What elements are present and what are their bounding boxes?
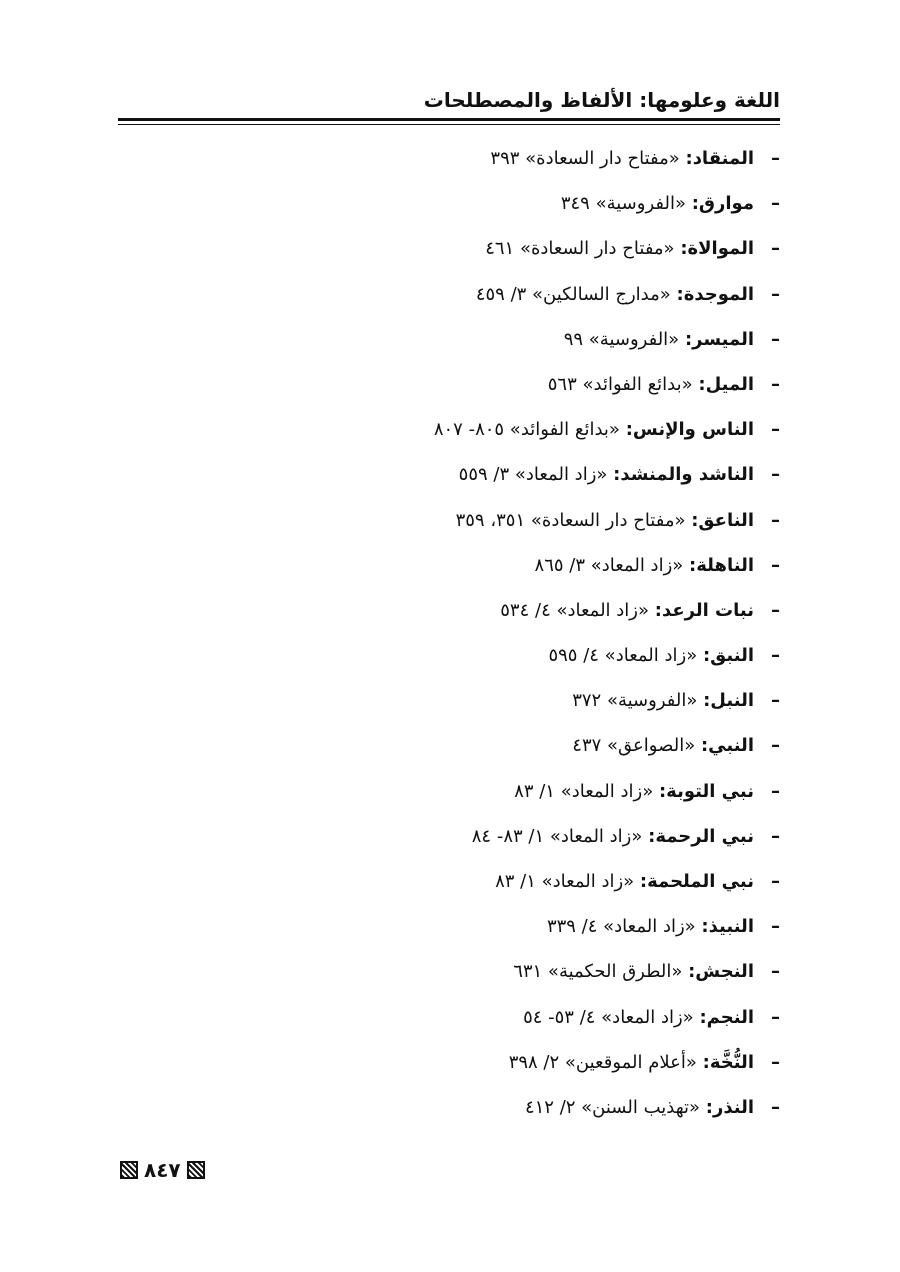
entry-term: نبي التوبة: xyxy=(658,780,754,802)
entry-reference: «أعلام الموقعين» ٢/ ٣٩٨ xyxy=(508,1051,697,1073)
entry-dash: – xyxy=(771,825,780,847)
entry-item xyxy=(220,226,780,271)
entry-item xyxy=(220,317,780,362)
entry-reference: «بدائع الفوائد» ٥٦٣ xyxy=(547,373,693,395)
entry-term: الموالاة: xyxy=(680,238,754,260)
entry-dash: – xyxy=(771,916,780,938)
entry-dash: – xyxy=(771,509,780,531)
running-header: اللغة وعلومها: الألفاظ والمصطلحات xyxy=(423,88,780,112)
entry-reference: «الطرق الحكمية» ٦٣١ xyxy=(513,961,683,983)
entry-reference: «مفتاح دار السعادة» ٣٩٣ xyxy=(490,148,680,169)
entry-term: نبي الملحمة: xyxy=(639,871,754,892)
entry-term: النُّخَّة: xyxy=(702,1051,754,1073)
entry-item xyxy=(220,588,780,633)
entry-dash: – xyxy=(771,645,780,667)
entry-reference: «زاد المعاد» ٣/ ٨٦٥ xyxy=(534,554,684,576)
entry-item xyxy=(220,769,780,814)
entry-item xyxy=(220,136,780,181)
entry-item xyxy=(220,362,780,407)
entry-reference: «زاد المعاد» ١/ ٨٣ xyxy=(495,871,635,892)
entry-dash: – xyxy=(771,1096,780,1118)
entry-term: الناعق: xyxy=(691,509,754,531)
entry-term: النبق: xyxy=(702,645,754,667)
entry-dash: – xyxy=(771,419,780,441)
entry-dash: – xyxy=(771,464,780,486)
ornament-icon xyxy=(120,1161,138,1179)
entry-dash: – xyxy=(771,961,780,983)
entry-dash: – xyxy=(771,1051,780,1073)
entry-dash: – xyxy=(771,193,780,215)
entry-term: النجش: xyxy=(688,961,754,983)
entry-dash: – xyxy=(771,599,780,621)
entry-reference: «زاد المعاد» ٣/ ٥٥٩ xyxy=(458,464,608,486)
entry-reference: «مفتاح دار السعادة» ٤٦١ xyxy=(485,238,675,260)
entry-term: الموجدة: xyxy=(676,283,754,305)
entry-reference: «الفروسية» ٣٧٢ xyxy=(572,690,698,712)
entry-item xyxy=(220,633,780,678)
entry-item xyxy=(220,949,780,994)
entry-term: الناهلة: xyxy=(689,554,754,576)
entry-dash: – xyxy=(771,148,780,169)
entry-item xyxy=(220,1085,780,1130)
ornament-icon xyxy=(187,1161,205,1179)
header-rule-thin xyxy=(118,124,780,125)
entry-dash: – xyxy=(771,328,780,350)
entry-dash: – xyxy=(771,1006,780,1028)
entry-reference: «زاد المعاد» ٤/ ٣٣٩ xyxy=(546,916,696,938)
entry-term: نبي الرحمة: xyxy=(648,825,754,847)
entry-term: الميسر: xyxy=(684,328,754,350)
entry-reference: «بدائع الفوائد» ٨٠٥- ٨٠٧ xyxy=(433,419,620,441)
entry-reference: «الفروسية» ٣٤٩ xyxy=(560,193,686,215)
entry-item xyxy=(220,272,780,317)
entry-list xyxy=(220,136,780,1130)
entry-dash: – xyxy=(771,373,780,395)
page-number: ٨٤٧ xyxy=(144,1158,181,1182)
entry-item xyxy=(220,407,780,452)
entry-reference: «مدارج السالكين» ٣/ ٤٥٩ xyxy=(475,283,671,305)
entry-item xyxy=(220,995,780,1040)
entry-term: الناس والإنس: xyxy=(625,419,754,441)
entry-item xyxy=(220,904,780,949)
entry-dash: – xyxy=(771,780,780,802)
header-rule-thick xyxy=(118,118,780,121)
entry-term: النذر: xyxy=(705,1096,754,1118)
entry-term: النبي: xyxy=(700,735,754,757)
entry-dash: – xyxy=(771,283,780,305)
entry-term: النبل: xyxy=(703,690,754,712)
entry-reference: «زاد المعاد» ٤/ ٥٩٥ xyxy=(548,645,698,667)
entry-term: الناشد والمنشد: xyxy=(613,464,754,486)
entry-reference: «زاد المعاد» ٤/ ٥٣- ٥٤ xyxy=(523,1006,694,1028)
entry-reference: «زاد المعاد» ٤/ ٥٣٤ xyxy=(500,599,650,621)
entry-item xyxy=(220,498,780,543)
entry-term: نبات الرعد: xyxy=(654,599,754,621)
entry-dash: – xyxy=(771,690,780,712)
entry-term: الميل: xyxy=(698,373,754,395)
entry-dash: – xyxy=(771,735,780,757)
entry-term: النجم: xyxy=(699,1006,754,1028)
entry-item xyxy=(220,1040,780,1085)
entry-reference: «زاد المعاد» ١/ ٨٣- ٨٤ xyxy=(471,825,643,847)
page-footer xyxy=(120,1156,205,1184)
entry-dash: – xyxy=(771,554,780,576)
entry-term: المنقاد: xyxy=(685,148,754,169)
entry-term: النبيذ: xyxy=(701,916,754,938)
entry-item xyxy=(220,723,780,768)
entry-item xyxy=(220,452,780,497)
entry-item xyxy=(220,678,780,723)
entry-reference: «الفروسية» ٩٩ xyxy=(563,328,680,350)
entry-item xyxy=(220,543,780,588)
entry-item xyxy=(220,859,780,904)
entry-item xyxy=(220,181,780,226)
entry-item xyxy=(220,814,780,859)
entry-term: موارق: xyxy=(691,193,754,215)
entry-reference: «الصواعق» ٤٣٧ xyxy=(572,735,696,757)
entry-dash: – xyxy=(771,238,780,260)
entry-reference: «مفتاح دار السعادة» ٣٥١، ٣٥٩ xyxy=(455,509,686,531)
entry-dash: – xyxy=(771,871,780,892)
entry-reference: «تهذيب السنن» ٢/ ٤١٢ xyxy=(524,1096,701,1118)
entry-reference: «زاد المعاد» ١/ ٨٣ xyxy=(514,780,654,802)
